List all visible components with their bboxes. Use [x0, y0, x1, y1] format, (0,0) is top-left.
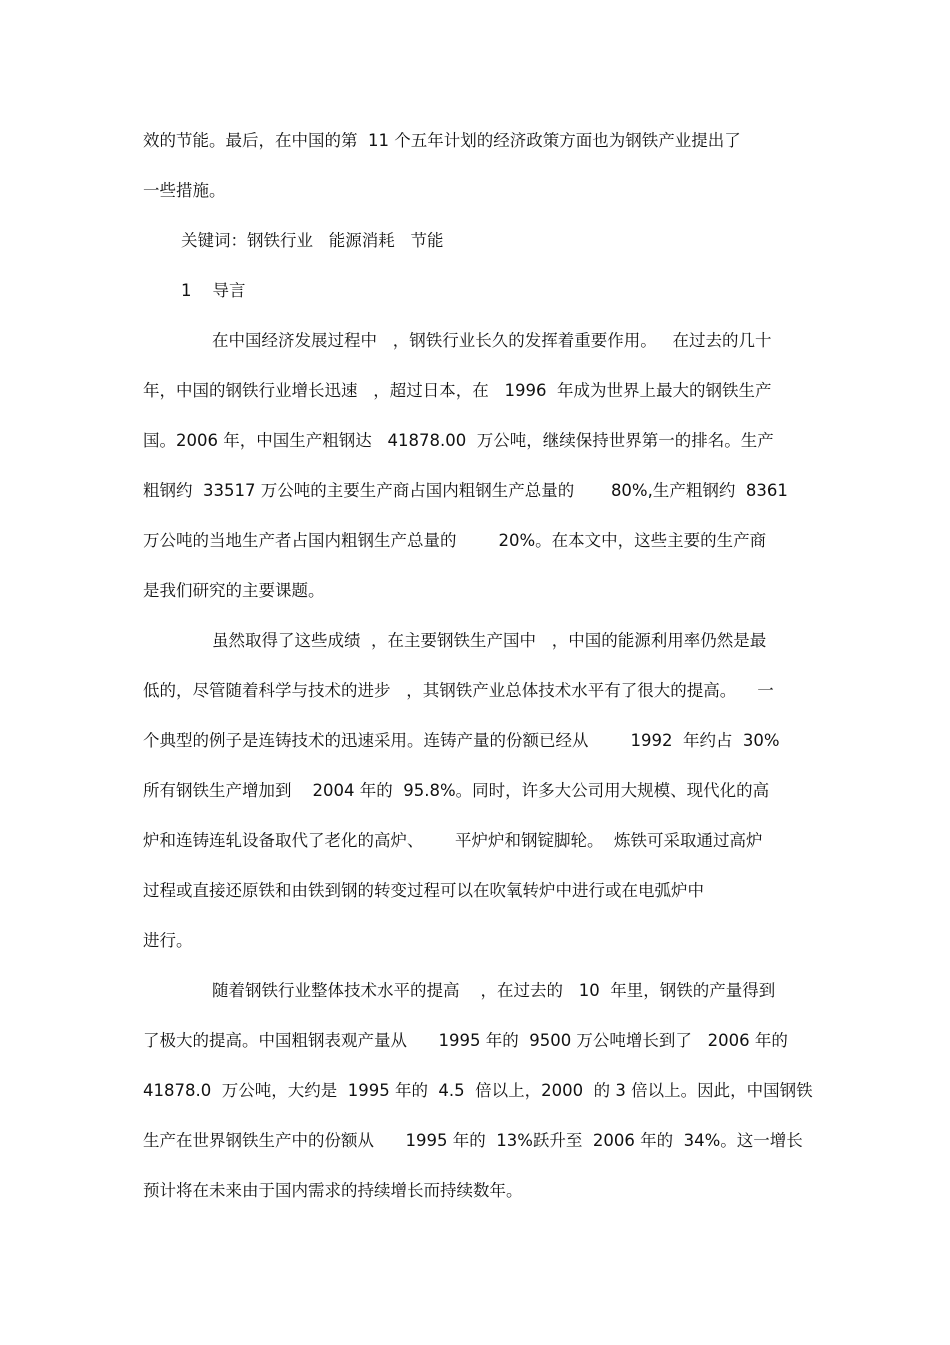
abstract-line: 一些措施。 [143, 181, 226, 200]
abstract-line: 效的节能。最后，在中国的第 11 个五年计划的经济政策方面也为钢铁产业提出了 [143, 131, 741, 150]
paragraph-line: 虽然取得了这些成绩 ，在主要钢铁生产国中 ，中国的能源利用率仍然是最 [212, 631, 767, 650]
paragraph-line: 进行。 [143, 931, 193, 950]
paragraph-line: 了极大的提高。中国粗钢表观产量从 1995 年的 9500 万公吨增长到了 2006 年的 [143, 1031, 788, 1050]
paragraph-line: 生产在世界钢铁生产中的份额从 1995 年的 13%跃升至 2006 年的 34%。这一增长 [143, 1131, 803, 1150]
paragraph-line: 粗钢约 33517 万公吨的主要生产商占国内粗钢生产总量的 80%,生产粗钢约 8361 [143, 481, 788, 500]
paragraph-line: 年，中国的钢铁行业增长迅速 ，超过日本，在 1996 年成为世界上最大的钢铁生产 [143, 381, 772, 400]
paragraph-line: 在中国经济发展过程中 ，钢铁行业长久的发挥着重要作用。 在过去的几十 [212, 331, 772, 350]
paragraph-line: 炉和连铸连轧设备取代了老化的高炉、 平炉炉和钢锭脚轮。 炼铁可采取通过高炉 [143, 831, 763, 850]
paragraph-line: 过程或直接还原铁和由铁到钢的转变过程可以在吹氧转炉中进行或在电弧炉中 [143, 881, 704, 900]
paragraph-line: 是我们研究的主要课题。 [143, 581, 325, 600]
keywords-line: 关键词：钢铁行业 能源消耗 节能 [181, 231, 444, 250]
paragraph-line: 预计将在未来由于国内需求的持续增长而持续数年。 [143, 1181, 523, 1200]
paragraph-line: 万公吨的当地生产者占国内粗钢生产总量的 20%。在本文中，这些主要的生产商 [143, 531, 767, 550]
paragraph-line: 个典型的例子是连铸技术的迅速采用。连铸产量的份额已经从 1992 年约占 30% [143, 731, 780, 750]
paragraph-line: 41878.0 万公吨，大约是 1995 年的 4.5 倍以上，2000 的 3 倍以上。因此，中国钢铁 [143, 1081, 813, 1100]
paragraph-line: 随着钢铁行业整体技术水平的提高 ，在过去的 10 年里，钢铁的产量得到 [212, 981, 776, 1000]
paragraph-line: 低的，尽管随着科学与技术的进步 ，其钢铁产业总体技术水平有了很大的提高。 一 [143, 681, 774, 700]
paragraph-line: 国。2006 年，中国生产粗钢达 41878.00 万公吨，继续保持世界第一的排名。生产 [143, 431, 774, 450]
section-heading: 1 导言 [181, 281, 246, 300]
paragraph-line: 所有钢铁生产增加到 2004 年的 95.8%。同时，许多大公司用大规模、现代化的高 [143, 781, 770, 800]
